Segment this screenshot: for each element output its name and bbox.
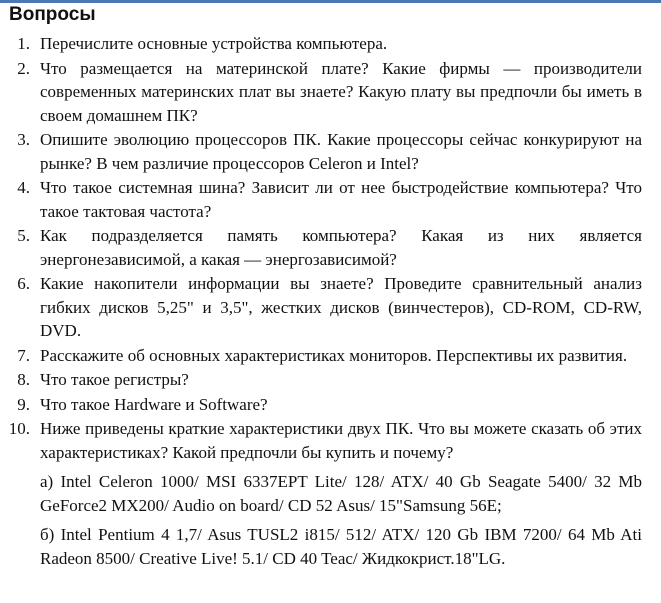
question-number: 2. <box>17 58 30 78</box>
question-item <box>0 344 642 368</box>
question-text: Расскажите об основных характеристиках мониторов. Перспективы их развития. <box>40 345 628 365</box>
question-number: 8. <box>17 370 30 389</box>
question-text: Что такое Hardware и Software? <box>40 394 268 414</box>
question-item <box>0 128 642 175</box>
question-item <box>0 417 642 570</box>
question-text: Что такое регистры? <box>40 370 189 389</box>
question-number: 4. <box>17 178 30 197</box>
question-item <box>0 393 642 417</box>
question-item <box>0 224 642 271</box>
pc-spec-option-b: б) Intel Pentium 4 1,7/ Asus TUSL2 i815/ 512/ ATX/ 120 Gb IBM 7200/ 64 Mb Ati Radeon 8500/ Creative Live! 5.1/ CD 40 Teac/ Жидкокрист.18"LG. <box>40 525 642 568</box>
question-item <box>0 57 642 128</box>
question-text: Перечислите основные устройства компьютера. <box>40 34 388 53</box>
question-number: 10. <box>8 419 30 438</box>
question-number: 7. <box>17 345 30 365</box>
question-text: Что такое системная шина? Зависит ли от нее быстродействие компьютера? Что такое тактовая частота? <box>40 178 642 221</box>
question-number: 9. <box>17 394 30 414</box>
question-item <box>0 176 642 223</box>
question-text: Что размещается на материнской плате? Какие фирмы — производители современных материнских плат вы знаете? Какую плату вы предпочли бы иметь в своем домашнем ПК? <box>40 58 642 125</box>
questions-list <box>0 32 661 571</box>
top-rule <box>0 0 661 3</box>
question-text: Опишите эволюцию процессоров ПК. Какие процессоры сейчас конкурируют на рынке? В чем различие процессоров Celeron и Intel? <box>40 130 642 173</box>
question-number: 6. <box>17 274 30 293</box>
question-item <box>0 368 642 392</box>
question-text: Ниже приведены краткие характеристики двух ПК. Что вы можете сказать об этих характеристиках? Какой предпочли бы купить и почему? <box>40 419 642 462</box>
section-heading: Вопросы <box>9 4 96 25</box>
question-number: 1. <box>17 34 30 53</box>
question-number: 5. <box>17 226 30 245</box>
pc-spec-option-a: а) Intel Celeron 1000/ MSI 6337EPT Lite/ 128/ ATX/ 40 Gb Seagate 5400/ 32 Mb GeForce2 MX200/ Audio on board/ CD 52 Asus/ 15"Samsung 56E; <box>40 472 642 515</box>
question-number: 3. <box>17 130 30 149</box>
question-item <box>0 272 642 343</box>
question-text: Как подразделяется память компьютера? Какая из них является энергонезависимой, а какая — энергозависимой? <box>40 226 642 269</box>
question-item <box>0 32 642 56</box>
question-text: Какие накопители информации вы знаете? Проведите сравнительный анализ гибких дисков 5,25" и 3,5", жестких дисков (винчестеров), CD-ROM, CD-RW, DVD. <box>40 274 642 340</box>
